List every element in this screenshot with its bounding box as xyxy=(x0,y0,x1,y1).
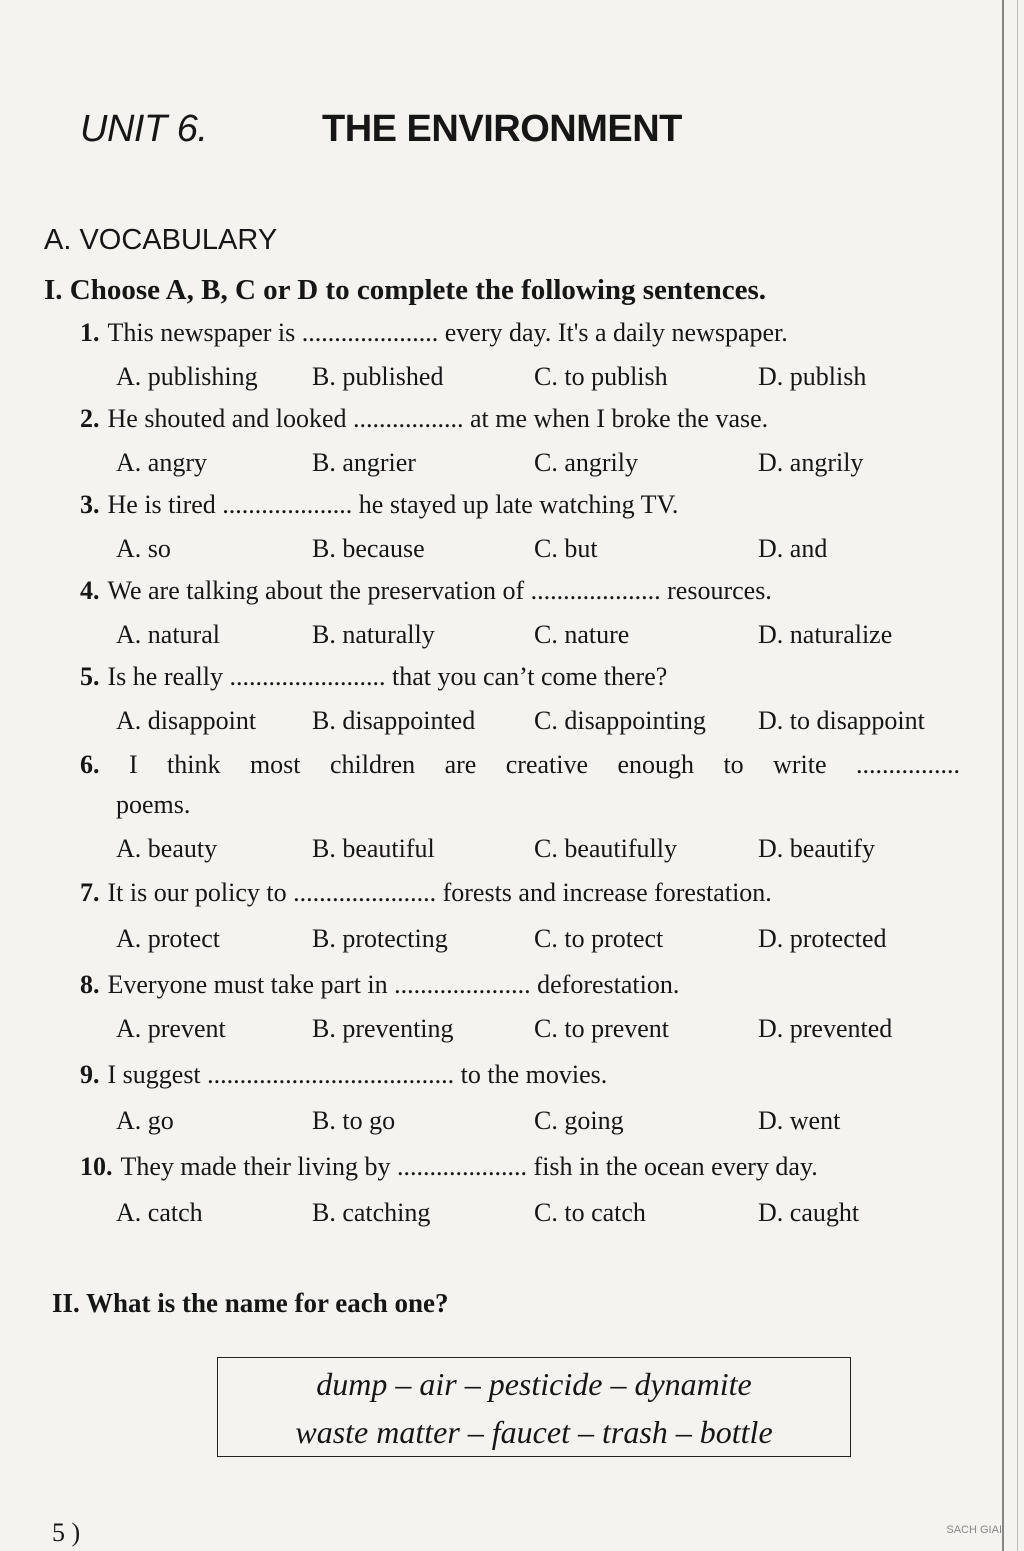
question-number: 1. xyxy=(80,318,100,347)
option-d: D. publish xyxy=(758,362,867,391)
question-number: 6. xyxy=(80,750,100,779)
question-1 xyxy=(80,318,788,348)
question-text: Is he really ........................ that you can’t come there? xyxy=(107,662,668,691)
question-10 xyxy=(80,1152,818,1182)
option-b: B. to go xyxy=(312,1106,396,1135)
option-d: D. prevented xyxy=(758,1014,893,1043)
option-c: C. to publish xyxy=(534,362,668,391)
question-5 xyxy=(80,662,667,692)
question-8 xyxy=(80,970,679,1000)
option-c: C. but xyxy=(534,534,598,563)
option-a: A. angry xyxy=(116,448,207,477)
option-a: A. catch xyxy=(116,1198,203,1227)
option-c: C. to prevent xyxy=(534,1014,670,1043)
option-a: A. publishing xyxy=(116,362,258,391)
question-word: creative xyxy=(505,750,589,779)
question-word: write xyxy=(773,750,827,779)
question-word: think xyxy=(167,750,221,779)
question-number: 3. xyxy=(80,490,100,519)
question-word: are xyxy=(444,750,477,779)
option-a: A. natural xyxy=(116,620,220,649)
question-number: 9. xyxy=(80,1060,100,1089)
option-d: D. and xyxy=(758,534,828,563)
option-b: B. beautiful xyxy=(312,834,435,863)
question-word: most xyxy=(249,750,301,779)
answer-blank: ................ xyxy=(855,750,960,779)
question-4 xyxy=(80,576,772,606)
question-9 xyxy=(80,1060,607,1090)
page-number: 5 ) xyxy=(52,1518,81,1547)
word-box xyxy=(217,1357,851,1457)
option-d: D. went xyxy=(758,1106,841,1135)
word-box-line-1: dump – air – pesticide – dynamite xyxy=(316,1366,752,1402)
option-d: D. naturalize xyxy=(758,620,893,649)
question-number: 5. xyxy=(80,662,100,691)
watermark-logo: SACH GIAI xyxy=(946,1524,1002,1536)
page-edge-shadow xyxy=(1002,0,1004,1551)
option-a: A. beauty xyxy=(116,834,218,863)
question-number: 4. xyxy=(80,576,100,605)
question-word: to xyxy=(723,750,744,779)
option-d: D. angrily xyxy=(758,448,864,477)
question-text-continuation: poems. xyxy=(116,790,191,819)
option-d: D. caught xyxy=(758,1198,860,1227)
word-box-line-2: waste matter – faucet – trash – bottle xyxy=(295,1414,773,1450)
question-2 xyxy=(80,404,768,434)
question-text: I suggest ...................................... to the movies. xyxy=(107,1060,608,1089)
option-b: B. because xyxy=(312,534,425,563)
question-number: 7. xyxy=(80,878,100,907)
question-word: enough xyxy=(617,750,695,779)
option-c: C. beautifully xyxy=(534,834,677,863)
option-b: B. angrier xyxy=(312,448,416,477)
option-b: B. disappointed xyxy=(312,706,476,735)
question-text: We are talking about the preservation of .................... resources. xyxy=(107,576,772,605)
question-text: It is our policy to ...................... forests and increase forestation. xyxy=(107,878,772,907)
exercise2-instruction: II. What is the name for each one? xyxy=(52,1288,449,1318)
section-heading-vocabulary: A. VOCABULARY xyxy=(44,224,278,256)
option-c: C. nature xyxy=(534,620,630,649)
option-b: B. preventing xyxy=(312,1014,454,1043)
option-c: C. disappointing xyxy=(534,706,706,735)
question-text: This newspaper is ..................... every day. It's a daily newspaper. xyxy=(107,318,788,347)
question-3 xyxy=(80,490,678,520)
option-a: A. go xyxy=(116,1106,174,1135)
unit-title: THE ENVIRONMENT xyxy=(322,108,682,150)
page-edge-shadow-outer xyxy=(1017,0,1018,1551)
option-b: B. published xyxy=(312,362,444,391)
option-b: B. protecting xyxy=(312,924,448,953)
unit-label: UNIT 6. xyxy=(80,108,208,150)
question-text: Everyone must take part in ..................... deforestation. xyxy=(107,970,680,999)
option-c: C. to protect xyxy=(534,924,664,953)
question-text: He shouted and looked ................. at me when I broke the vase. xyxy=(107,404,769,433)
exercise1-instruction: I. Choose A, B, C or D to complete the following sentences. xyxy=(44,274,766,306)
question-word: I xyxy=(128,750,138,779)
question-number: 10. xyxy=(80,1152,113,1181)
option-d: D. protected xyxy=(758,924,887,953)
option-b: B. naturally xyxy=(312,620,435,649)
option-d: D. to disappoint xyxy=(758,706,925,735)
option-c: C. going xyxy=(534,1106,624,1135)
option-c: C. to catch xyxy=(534,1198,646,1227)
question-7 xyxy=(80,878,772,908)
question-number: 8. xyxy=(80,970,100,999)
question-text: He is tired .................... he stayed up late watching TV. xyxy=(107,490,679,519)
option-c: C. angrily xyxy=(534,448,638,477)
option-a: A. so xyxy=(116,534,171,563)
question-text: They made their living by .................... fish in the ocean every day. xyxy=(120,1152,818,1181)
option-a: A. prevent xyxy=(116,1014,226,1043)
option-a: A. disappoint xyxy=(116,706,257,735)
question-number: 2. xyxy=(80,404,100,433)
question-word: children xyxy=(329,750,416,779)
question-6 xyxy=(80,750,960,780)
option-a: A. protect xyxy=(116,924,220,953)
option-b: B. catching xyxy=(312,1198,431,1227)
option-d: D. beautify xyxy=(758,834,875,863)
